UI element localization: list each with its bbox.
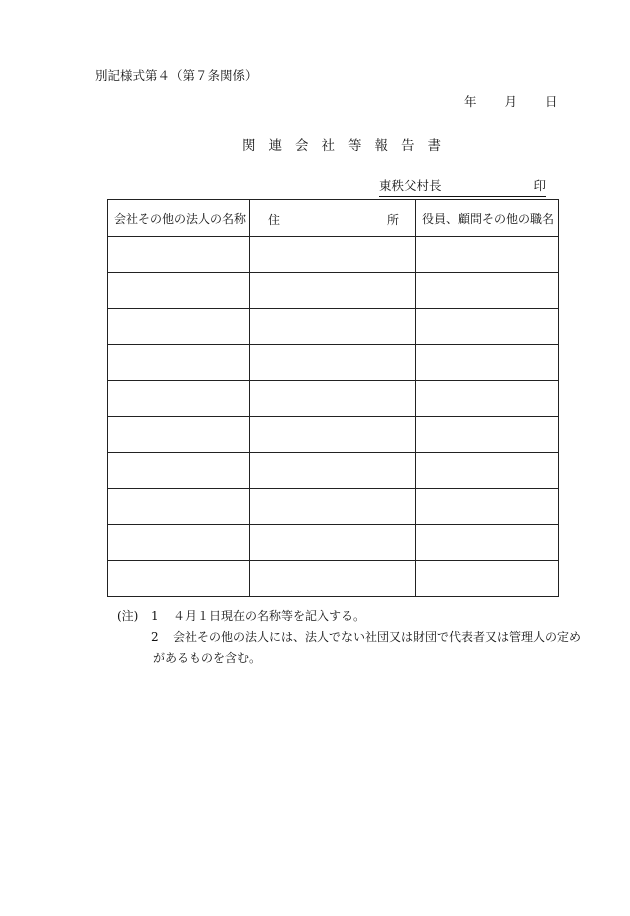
seal-mark: 印 [533, 178, 546, 193]
document-title: 関連会社等報告書 [242, 138, 454, 154]
company-cell[interactable] [108, 273, 250, 309]
position-cell[interactable] [416, 237, 559, 273]
position-cell[interactable] [416, 273, 559, 309]
address-cell[interactable] [250, 237, 416, 273]
company-cell[interactable] [108, 561, 250, 597]
table-row [108, 381, 559, 417]
date-line [464, 92, 558, 110]
table-row [108, 345, 559, 381]
table-row [108, 309, 559, 345]
table-row [108, 489, 559, 525]
note-1-number: 1 [151, 609, 159, 623]
company-cell[interactable] [108, 525, 250, 561]
table-header-row [108, 200, 559, 237]
company-cell[interactable] [108, 417, 250, 453]
table-body [108, 237, 559, 597]
table-row [108, 273, 559, 309]
recipient-name: 東秩父村長 [379, 178, 442, 193]
address-cell[interactable] [250, 309, 416, 345]
address-cell[interactable] [250, 561, 416, 597]
company-cell[interactable] [108, 453, 250, 489]
note-1 [117, 606, 587, 627]
note-2-continuation [117, 648, 587, 669]
notes-label: (注) [117, 609, 139, 623]
address-cell[interactable] [250, 525, 416, 561]
position-cell[interactable] [416, 453, 559, 489]
company-cell[interactable] [108, 237, 250, 273]
header-address-part2: 所 [386, 213, 399, 227]
note-2-text-line2: があるものを含む。 [153, 651, 262, 665]
table-row [108, 525, 559, 561]
notes [117, 606, 587, 669]
position-cell[interactable] [416, 381, 559, 417]
position-cell[interactable] [416, 309, 559, 345]
note-2-text-line1: 会社その他の法人には、法人でない社団又は財団で代表者又は管理人の定め [173, 630, 582, 644]
position-cell[interactable] [416, 345, 559, 381]
address-cell[interactable] [250, 273, 416, 309]
company-cell[interactable] [108, 489, 250, 525]
note-1-text: ４月１日現在の名称等を記入する。 [173, 609, 366, 623]
recipient-line [379, 176, 546, 197]
address-cell[interactable] [250, 453, 416, 489]
date-day: 日 [545, 94, 558, 109]
address-cell[interactable] [250, 489, 416, 525]
table-row [108, 453, 559, 489]
header-company-name: 会社その他の法人の名称 [108, 200, 250, 237]
company-cell[interactable] [108, 309, 250, 345]
position-cell[interactable] [416, 561, 559, 597]
header-address [250, 200, 416, 237]
header-position: 役員、顧問その他の職名 [416, 200, 559, 237]
report-table [107, 199, 559, 597]
note-2 [117, 627, 587, 648]
table-row [108, 561, 559, 597]
header-address-part1: 住 [268, 213, 281, 227]
position-cell[interactable] [416, 489, 559, 525]
company-cell[interactable] [108, 345, 250, 381]
address-cell[interactable] [250, 345, 416, 381]
table-row [108, 417, 559, 453]
position-cell[interactable] [416, 417, 559, 453]
table-row [108, 237, 559, 273]
address-cell[interactable] [250, 381, 416, 417]
address-cell[interactable] [250, 417, 416, 453]
note-2-number: 2 [151, 630, 159, 644]
form-label: 別記様式第４（第７条関係） [95, 68, 258, 83]
date-year: 年 [464, 94, 477, 109]
date-month: 月 [504, 94, 518, 109]
position-cell[interactable] [416, 525, 559, 561]
company-cell[interactable] [108, 381, 250, 417]
